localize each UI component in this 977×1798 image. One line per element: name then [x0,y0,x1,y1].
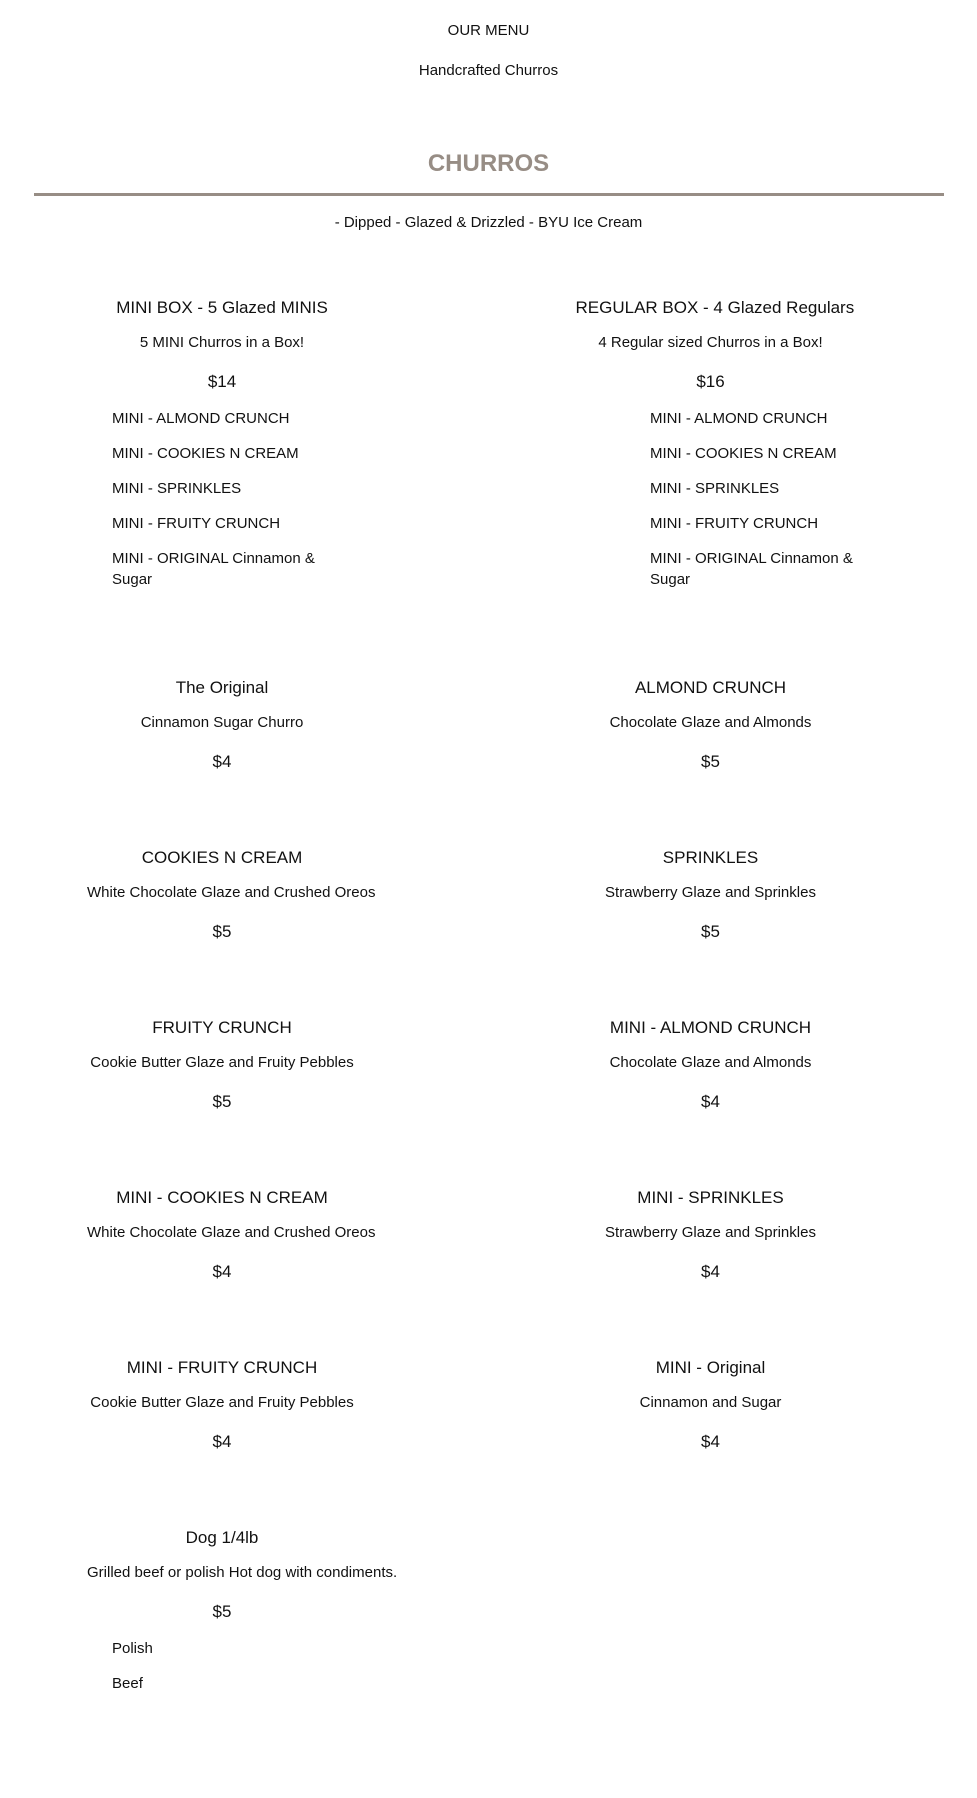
item-description: Cookie Butter Glaze and Fruity Pebbles [90,1054,354,1071]
menu-item [444,1016,977,1186]
item-description: Cinnamon Sugar Churro [140,714,304,731]
item-description: 5 MINI Churros in a Box! [139,334,305,351]
menu-item [444,846,977,1016]
item-option[interactable]: MINI - COOKIES N CREAM [112,445,299,462]
menu-item-content [87,1016,357,1114]
item-option[interactable]: MINI - SPRINKLES [650,480,780,497]
item-name: MINI BOX - 5 Glazed MINIS [116,298,328,317]
item-price: $5 [701,922,720,941]
section-description: - Dipped - Glazed & Drizzled - BYU Ice Cream [334,214,643,231]
menu-item-content [576,1186,846,1284]
section-divider [34,193,944,196]
menu-item [444,676,977,846]
item-options-list [112,408,444,590]
item-description: Strawberry Glaze and Sprinkles [605,1224,816,1241]
item-price: $4 [701,1432,720,1451]
item-name: MINI - SPRINKLES [637,1188,784,1207]
item-description: Cookie Butter Glaze and Fruity Pebbles [90,1394,354,1411]
item-description: 4 Regular sized Churros in a Box! [598,334,823,351]
page-header [0,0,977,82]
item-name: ALMOND CRUNCH [634,678,787,697]
item-price: $4 [212,1432,232,1451]
item-price: $5 [701,752,720,771]
item-price: $4 [212,752,232,771]
item-name: MINI - ALMOND CRUNCH [609,1018,812,1037]
menu-item [444,1356,977,1526]
item-option[interactable]: MINI - ORIGINAL Cinnamon & Sugar [112,550,315,588]
item-option[interactable]: MINI - ALMOND CRUNCH [650,410,828,427]
item-options-list [112,1638,444,1694]
menu-item [0,1526,444,1780]
item-option[interactable]: MINI - FRUITY CRUNCH [650,515,819,532]
item-price: $4 [701,1262,720,1281]
item-name: SPRINKLES [662,848,759,867]
item-option[interactable]: MINI - SPRINKLES [112,480,242,497]
menu-item-content [576,1356,846,1454]
menu-item [0,676,444,846]
menu-item [0,1016,444,1186]
item-name: Dog 1/4lb [185,1528,259,1547]
menu-subtitle: Handcrafted Churros [418,62,559,79]
menu-item-content [87,1356,357,1454]
item-name: The Original [175,678,269,697]
menu-items-grid [0,296,977,1780]
menu-item-content [576,676,846,774]
item-description: White Chocolate Glaze and Crushed Oreos [87,1224,376,1241]
menu-item [444,1186,977,1356]
menu-item-content [87,1526,398,1624]
item-name: FRUITY CRUNCH [152,1018,292,1037]
item-description: Strawberry Glaze and Sprinkles [605,884,816,901]
item-name: REGULAR BOX - 4 Glazed Regulars [575,298,855,317]
item-description: Chocolate Glaze and Almonds [609,714,812,731]
menu-item-content [576,1016,846,1114]
item-description: Chocolate Glaze and Almonds [609,1054,812,1071]
item-option[interactable]: MINI - ALMOND CRUNCH [112,410,290,427]
item-option[interactable]: MINI - COOKIES N CREAM [650,445,837,462]
menu-item [0,296,444,676]
item-option[interactable]: Beef [112,1675,143,1692]
menu-item-content [576,846,846,944]
item-price: $5 [212,1092,232,1111]
item-option[interactable]: MINI - ORIGINAL Cinnamon & Sugar [650,550,853,588]
item-description: White Chocolate Glaze and Crushed Oreos [87,884,376,901]
menu-item-content [87,296,357,394]
menu-item-content [575,296,855,394]
item-price: $5 [212,1602,232,1621]
item-description: Grilled beef or polish Hot dog with condiments. [87,1564,398,1581]
item-name: MINI - COOKIES N CREAM [116,1188,328,1207]
item-options-list [650,408,977,590]
item-price: $16 [696,372,725,391]
menu-item [444,296,977,676]
item-option[interactable]: MINI - FRUITY CRUNCH [112,515,281,532]
menu-item-content [87,846,376,944]
menu-item-content [87,676,357,774]
item-option[interactable]: Polish [112,1640,153,1657]
menu-item [0,846,444,1016]
menu-title: OUR MENU [447,22,530,39]
menu-item-content [87,1186,376,1284]
item-description: Cinnamon and Sugar [639,1394,782,1411]
item-price: $5 [212,922,232,941]
menu-item [0,1186,444,1356]
item-name: MINI - Original [655,1358,766,1377]
item-price: $4 [701,1092,720,1111]
item-price: $4 [212,1262,232,1281]
item-price: $14 [207,372,237,391]
item-name: MINI - FRUITY CRUNCH [126,1358,318,1377]
section-title: CHURROS [427,150,550,177]
menu-item [0,1356,444,1526]
item-name: COOKIES N CREAM [141,848,303,867]
